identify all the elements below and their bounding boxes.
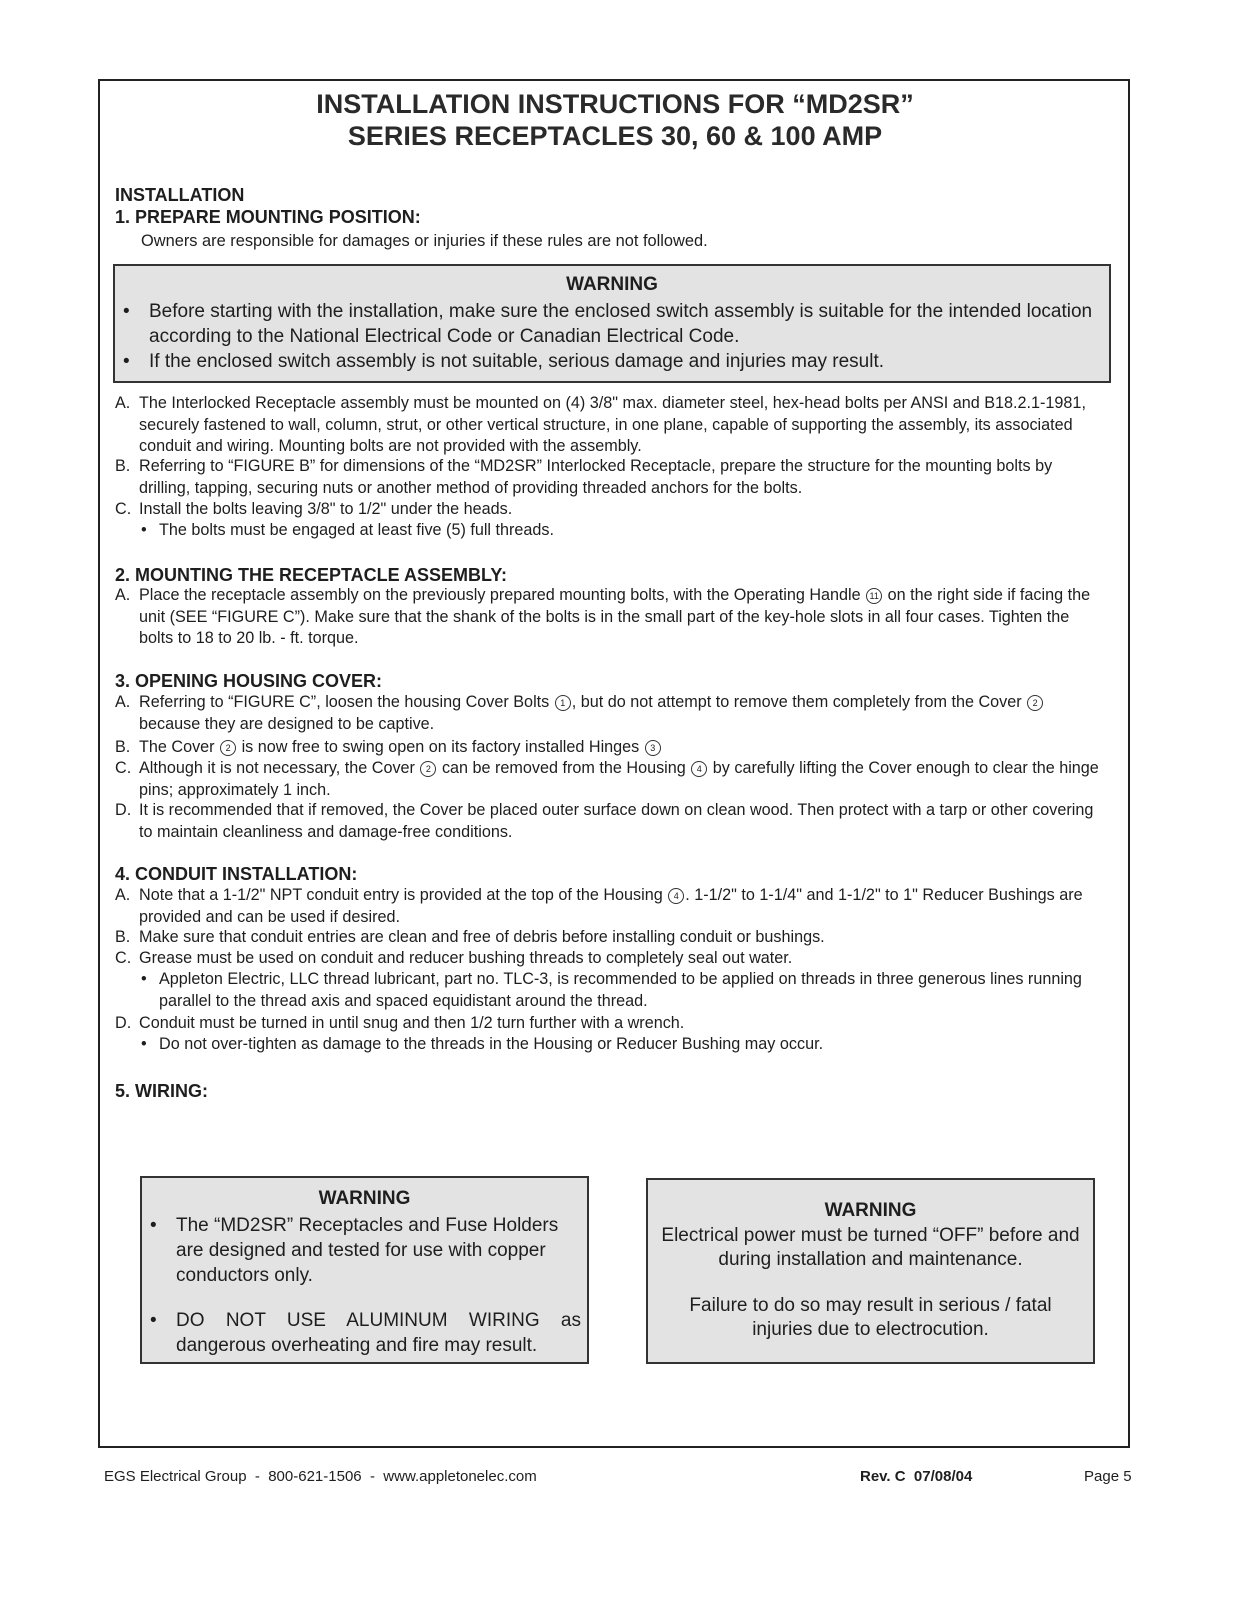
bullet-dot-icon: • [150,1310,157,1331]
warning-title: WARNING [824,1200,917,1221]
bullet-dot-icon: • [123,301,130,322]
callout-4-icon: 4 [668,888,684,904]
callout-2-icon: 2 [420,761,436,777]
section-5-heading: 5. WIRING: [115,1081,208,1101]
warning-title: WARNING [566,274,658,295]
bullet-dot-icon: • [123,351,130,372]
warning-box-power [646,1178,1095,1364]
bullet-dot-icon: • [141,521,147,539]
footer-company: EGS Electrical Group - 800-621-1506 - www.appletonelec.com [104,1468,537,1485]
section-2-heading: 2. MOUNTING THE RECEPTACLE ASSEMBLY: [115,565,508,585]
callout-3-icon: 3 [645,740,661,756]
section-3-item-b: B. The Cover 2 is now free to swing open on its factory installed Hinges 3 [115,737,1105,759]
section-4-item-a: A. Note that a 1-1/2" NPT conduit entry is provided at the top of the Housing 4 . 1-1/2" to 1-1/4" and 1-1/2" to 1" Reducer Bushings are provided and can be used if desired. [115,886,1083,926]
callout-11-icon: 11 [866,588,882,604]
warning-bullet: • DO NOT USE ALUMINUM WIRING as dangerous overheating and fire may result. [150,1310,581,1356]
callout-2-icon: 2 [220,740,236,756]
section-3-heading: 3. OPENING HOUSING COVER: [115,671,383,691]
callout-4-icon: 4 [691,761,707,777]
section-1-bullet: • The bolts must be engaged at least five (5) full threads. [141,520,1101,542]
warning-paragraph: Failure to do so may result in serious / fatal injuries due to electrocution. [689,1295,1052,1340]
warning-bullet: • Before starting with the installation, make sure the enclosed switch assembly is suitable for the intended location according to the National Electrical Code or Canadian Electrical Code. [123,301,1093,347]
section-3-item-d: D. It is recommended that if removed, the Cover be placed outer surface down on clean wood. Then protect with a tarp or other covering to maintain cleanliness and damage-free conditions. [115,801,1094,841]
warning-box-top [113,264,1111,383]
title-line-1: INSTALLATION INSTRUCTIONS FOR “MD2SR” [316,89,914,119]
page-title [100,88,1130,152]
section-3-item-c: C. Although it is not necessary, the Cover 2 can be removed from the Housing 4 by carefully lifting the Cover enough to clear the hinge pins; approximately 1 inch. [115,759,1099,799]
section-4-d-bullet: • Do not over-tighten as damage to the threads in the Housing or Reducer Bushing may occur. [141,1034,1101,1056]
section-4-item-b: B. Make sure that conduit entries are clean and free of debris before installing conduit or bushings. [115,928,825,946]
section-1-intro: Owners are responsible for damages or injuries if these rules are not followed. [141,232,708,250]
bullet-dot-icon: • [141,970,147,988]
bullet-dot-icon: • [150,1215,157,1236]
warning-paragraph: Electrical power must be turned “OFF” before and during installation and maintenance. [661,1225,1080,1270]
warning-title: WARNING [318,1188,411,1209]
warning-box-copper [140,1176,589,1364]
section-4-heading: 4. CONDUIT INSTALLATION: [115,864,358,884]
installation-heading: INSTALLATION [115,185,245,205]
section-1-item-b: B. Referring to “FIGURE B” for dimensions of the “MD2SR” Interlocked Receptacle, prepare the structure for the mounting bolts by drilling, tapping, securing nuts or another method of providing threaded anchors for the bolts. [115,457,1053,497]
section-2-item-a: A. Place the receptacle assembly on the previously prepared mounting bolts, with the Operating Handle 11 on the right side if facing the unit (SEE “FIGURE C”). Make sure that the shank of the bolts is in the small part of the key-hole slots in all four cases. Tighten the bolts to 18 to 20 lb. - ft. torque. [115,586,1091,648]
footer-revision: Rev. C 07/08/04 [860,1468,973,1485]
callout-2-icon: 2 [1027,695,1043,711]
section-3-item-a: A. Referring to “FIGURE C”, loosen the housing Cover Bolts 1 , but do not attempt to remove them completely from the Cover 2 because they are designed to be captive. [115,692,1105,735]
section-4-item-d: D. Conduit must be turned in until snug and then 1/2 turn further with a wrench. [115,1014,685,1032]
section-4-item-c: C. Grease must be used on conduit and reducer bushing threads to completely seal out water. [115,949,793,967]
footer-page-number: Page 5 [1084,1468,1132,1485]
section-1-heading: 1. PREPARE MOUNTING POSITION: [115,207,421,227]
title-line-2: SERIES RECEPTACLES 30, 60 & 100 AMP [347,121,883,151]
section-4-c-bullet: • Appleton Electric, LLC thread lubricant, part no. TLC-3, is recommended to be applied on threads in three generous lines running parallel to the thread axis and spaced equidistant around the thread. [141,970,1082,1010]
warning-bullet: • If the enclosed switch assembly is not suitable, serious damage and injuries may result. [123,351,885,372]
warning-bullet: • The “MD2SR” Receptacles and Fuse Holders are designed and tested for use with copper conductors only. [150,1215,559,1286]
section-1-item-a: A. The Interlocked Receptacle assembly must be mounted on (4) 3/8" max. diameter steel, hex-head bolts per ANSI and B18.2.1-1981, securely fastened to wall, column, strut, or other vertical structure, in one plane, capable of supporting the assembly, its associated conduit and wiring. Mounting bolts are not provided with the assembly. [115,394,1086,456]
callout-1-icon: 1 [555,695,571,711]
bullet-dot-icon: • [141,1035,147,1053]
section-1-item-c: C. Install the bolts leaving 3/8" to 1/2" under the heads. [115,500,513,518]
